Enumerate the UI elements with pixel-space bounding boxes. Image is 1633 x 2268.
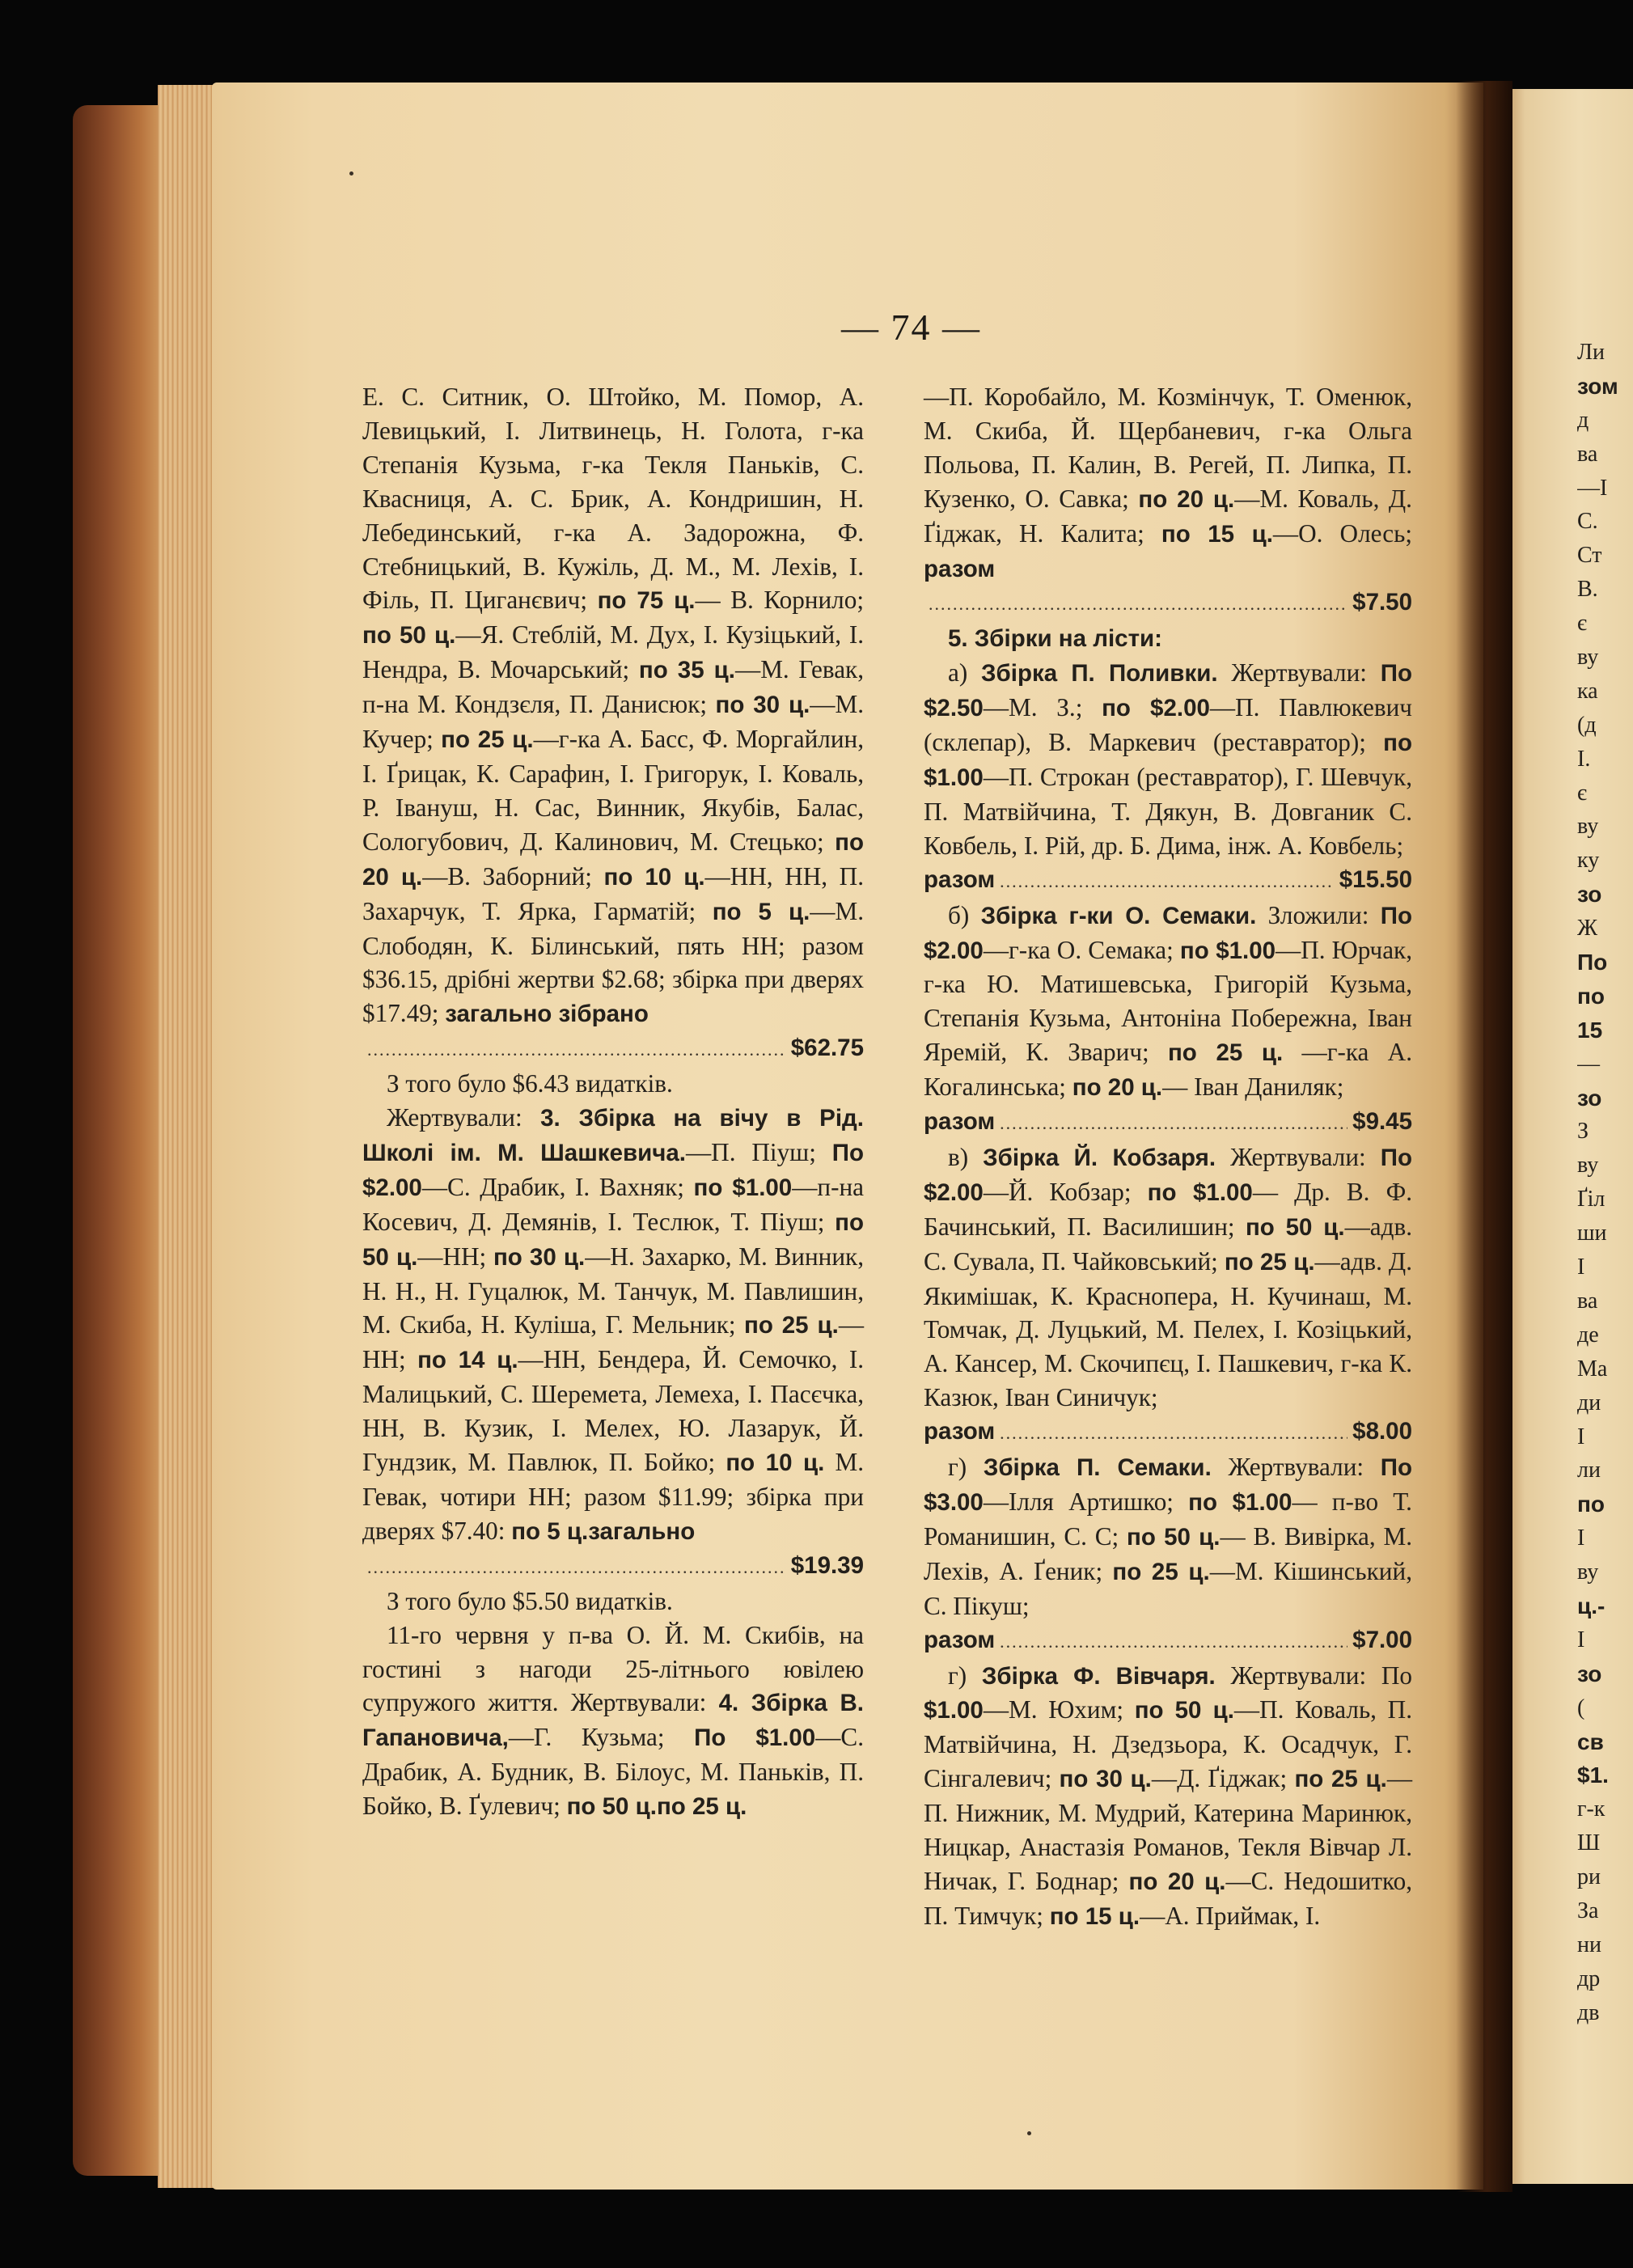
bold-run: по 20 ц. <box>1128 1868 1226 1895</box>
book-cover-edge <box>73 105 170 2176</box>
fragment-line: — <box>1577 1051 1600 1077</box>
bold-run: по $2.00 <box>1102 695 1210 722</box>
text-run: —адв. Д. Якимішак, К. Краснопера, Н. Кучинаш, М. Томчак, Д. Луцький, М. Пелех, І. Козіцький, А. Кансер, М. Скочипєц, І. Пашкевич, г-ка К. Казюк, Іван Синичук; <box>924 1246 1412 1412</box>
bold-run: по 50 ц. <box>1245 1213 1345 1241</box>
text-run: —А. Приймак, І. <box>1140 1901 1321 1930</box>
bold-run: по 50 ц. <box>566 1793 657 1821</box>
fragment-line: др <box>1577 1965 1601 1991</box>
bold-run: по 50 ц. <box>362 622 456 650</box>
text-run: а) <box>948 658 982 688</box>
text-run: —М. Кішинський, С. Пікуш; <box>924 1556 1412 1620</box>
total-amount: $8.00 <box>1352 1418 1412 1445</box>
text-run: —адв. С. Сувала, П. Чайковський; <box>924 1212 1412 1276</box>
text-run: —Я. Стеблій, М. Дух, І. Кузіцький, І. Нендра, В. Мочарський; <box>362 620 865 684</box>
fragment-line: по <box>1577 983 1606 1009</box>
total-amount: $9.45 <box>1352 1108 1412 1136</box>
fragment-line: ву <box>1577 814 1599 840</box>
fragment-line: ли <box>1577 1458 1601 1483</box>
fragment-line: ди <box>1577 1390 1601 1415</box>
bold-run: по $1.00 <box>693 1174 793 1201</box>
text-run: —Д. Ґіджак; <box>1151 1764 1295 1793</box>
page-stack-edge <box>158 85 218 2188</box>
text-run: —г-ка А. Басс, Ф. Моргайлин, І. Ґрицак, К. Сарафин, І. Григорук, І. Коваль, Р. Івануш, Н. Сас, Винник, Якубів, Балас, Сологубович, Д. Калинович, М. Стецько; <box>362 725 864 856</box>
fragment-line: ва <box>1577 441 1598 467</box>
text-run: —М. Юхим; <box>983 1695 1135 1724</box>
fragment-line: По <box>1577 950 1608 975</box>
fragment-line: —І <box>1577 475 1608 501</box>
fragment-line: І. <box>1577 746 1591 772</box>
bold-run: по 50 ц. <box>1127 1523 1221 1551</box>
text-run: —О. Олесь; <box>1272 518 1412 548</box>
text-run: З того було $5.50 видатків. <box>387 1586 673 1615</box>
total-label: разом <box>924 1418 996 1445</box>
text-run: —п-на Косевич, Д. Демянів, І. Теслюк, Т. Піуш; <box>362 1172 864 1236</box>
fragment-line: є <box>1577 780 1588 806</box>
paper-speck <box>349 171 353 176</box>
text-run: —Н. Захарко, М. Винник, Н. Н., Н. Гуцалюк, М. Танчук, М. Павлишин, М. Скиба, Н. Куліша, Г. Мельник; <box>362 1242 865 1339</box>
fragment-line: Ґіл <box>1577 1187 1606 1212</box>
fragment-line: ц.- <box>1577 1593 1606 1618</box>
fragment-line: І <box>1577 1255 1585 1280</box>
bold-run: по $1.00 <box>1179 937 1276 964</box>
text-run: —М. Слободян, К. Білинський, пять НН; разом $36.15, дрібні жертви $2.68; збірка при дверях $17.49; <box>362 896 864 1028</box>
paragraph <box>924 1140 1412 1415</box>
fragment-line: по <box>1577 1492 1606 1517</box>
text-run: —НН; <box>417 1242 493 1271</box>
fragment-line: зо <box>1577 1661 1602 1686</box>
total-line <box>362 1031 864 1067</box>
fragment-line: В. <box>1577 577 1598 603</box>
total-amount: $19.39 <box>790 1551 864 1579</box>
total-line <box>924 863 1412 899</box>
paragraph <box>924 656 1412 862</box>
text-run: Жертвували: <box>1216 1142 1381 1171</box>
fragment-line: г-к <box>1577 1796 1606 1822</box>
text-run: —Ілля Артишко; <box>983 1487 1189 1516</box>
text-run: — п-во Т. Романишин, С. С; <box>924 1487 1412 1551</box>
text-run: —НН, НН, П. Захарчук, Т. Ярка, Гарматій; <box>362 861 865 925</box>
bold-run: по 30 ц. <box>715 692 810 719</box>
bold-run: По $2.50 <box>924 660 1413 722</box>
bold-run: по 5 ц. <box>712 898 810 925</box>
total-label: разом <box>924 1626 996 1653</box>
bold-run: по 35 ц. <box>638 657 736 684</box>
bold-run: по 20 ц. <box>1072 1074 1163 1102</box>
text-run: —П. Коваль, П. Матвійчина, Н. Дзедзьора, К. Осадчук, Г. Сінгалевич; <box>924 1695 1413 1793</box>
fragment-line: С. <box>1577 509 1598 535</box>
bold-run: по 5 ц. <box>511 1517 589 1545</box>
bold-run: По $2.00 <box>924 902 1413 964</box>
bold-run: 4. Збірка В. Гапановича, <box>362 1690 864 1752</box>
text-run: г) <box>948 1661 982 1690</box>
text-run: — НН; <box>362 1310 865 1374</box>
next-page-fragments <box>1577 336 1633 2030</box>
fragment-line: де <box>1577 1322 1599 1348</box>
fragment-line: ка <box>1577 678 1598 704</box>
text-run: —М. Коваль, Д. Ґіджак, Н. Калита; <box>924 484 1412 548</box>
bold-run: по 10 ц. <box>603 863 705 891</box>
book-gutter <box>1456 81 1512 2192</box>
bold-run: по 25 ц. <box>1112 1558 1210 1585</box>
fragment-line: ни <box>1577 1932 1601 1957</box>
fragment-line: дв <box>1577 1999 1600 2025</box>
paragraph <box>924 1450 1412 1623</box>
fragment-line: ши <box>1577 1221 1607 1246</box>
text-run: З того було $6.43 видатків. <box>387 1069 673 1098</box>
fragment-line: Ш <box>1577 1830 1601 1856</box>
total-line <box>924 586 1412 621</box>
text-run: —С. Драбик, І. Вахняк; <box>421 1172 694 1201</box>
text-run: — Іван Даниляк; <box>1162 1073 1344 1102</box>
bold-run: Збірка Й. Кобзаря. <box>983 1144 1216 1171</box>
bold-run: по 15 ц. <box>1049 1902 1140 1930</box>
bold-run: по 25 ц. <box>441 726 534 754</box>
leader-dots <box>1000 1106 1347 1140</box>
bold-run: по 15 ц. <box>1161 520 1273 548</box>
paragraph <box>924 380 1412 586</box>
fragment-line: Ма <box>1577 1356 1608 1382</box>
bold-run: по 25 ц. <box>744 1312 839 1339</box>
bold-run: По $2.00 <box>924 1144 1412 1206</box>
bold-run: по 20 ц. <box>362 828 864 891</box>
text-run: —П. Юрчак, г-ка Ю. Матишевська, Григорій Кузьма, Степанія Кузьма, Антоніна Побережна, Іван Яремій, К. Зварич; <box>924 935 1412 1067</box>
text-run: М. Гевак, чотири НН; разом $11.99; збірка при дверях $7.40: <box>362 1448 864 1545</box>
fragment-line: Ли <box>1577 340 1605 365</box>
fragment-line: ву <box>1577 645 1599 671</box>
leader-dots <box>929 587 1347 621</box>
bold-run: по 50 ц. <box>1134 1697 1234 1724</box>
bold-run: По $3.00 <box>924 1454 1412 1516</box>
fragment-line: є <box>1577 611 1588 637</box>
bold-run: по $1.00 <box>1188 1489 1292 1516</box>
fragment-line: І <box>1577 1424 1585 1449</box>
page-number: — 74 — <box>841 307 981 348</box>
bold-run: разом <box>924 555 996 582</box>
text-run: —М. Кучер; <box>362 690 864 754</box>
fragment-line: д <box>1577 407 1589 433</box>
paragraph <box>362 380 864 1031</box>
total-label: разом <box>924 1108 996 1136</box>
text-run: —П. Строкан (реставратор), Г. Шевчук, П. Матвійчина, Т. Дякун, В. Довганик С. Ковбель, І. Рій, др. Б. Дима, інж. А. Ковбель; <box>924 762 1412 860</box>
text-run: — Др. В. Ф. Бачинський, П. Василишин; <box>924 1177 1413 1241</box>
paragraph <box>362 1585 864 1618</box>
fragment-line: ву <box>1577 1559 1599 1585</box>
bold-run: Збірка П. Семаки. <box>983 1454 1212 1482</box>
bold-run: 5. Збірки на лісти: <box>948 625 1162 653</box>
bold-run: загально зібрано <box>445 1001 649 1028</box>
text-run: Жертвували: <box>1217 658 1381 688</box>
bold-run: по 30 ц. <box>493 1243 586 1271</box>
total-amount: $62.75 <box>790 1035 864 1062</box>
text-run: г) <box>948 1453 984 1482</box>
bold-run: по 25 ц. <box>1224 1248 1315 1276</box>
paragraph <box>362 1101 864 1549</box>
leader-dots <box>1000 1416 1347 1450</box>
fragment-line: ву <box>1577 1153 1599 1178</box>
bold-run: По $2.00 <box>362 1139 865 1201</box>
total-amount: $15.50 <box>1339 865 1412 893</box>
text-run: —НН, Бендера, Й. Семочко, І. Малицький, С. Шеремета, Лемеха, І. Пасєчка, НН, В. Кузик, І. Мелех, Ю. Лазарук, Й. Гундзик, М. Павлюк, П. Бойко; <box>362 1345 865 1477</box>
text-run: —М. З.; <box>983 693 1102 722</box>
text-run: —П. Коробайло, М. Козмінчук, Т. Оменюк, М. Скиба, Й. Щербаневич, г-ка Ольга Польова, П. Калин, В. Регей, П. Липка, П. Кузенко, О. Савка; <box>924 383 1412 513</box>
bold-run: по 25 ц. <box>1294 1766 1387 1793</box>
fragment-line: зо <box>1577 1085 1602 1111</box>
leader-dots <box>367 1033 786 1067</box>
leader-dots <box>367 1551 786 1585</box>
bold-run: по $1.00 <box>924 730 1412 791</box>
bold-run: по $1.00 <box>1147 1178 1253 1206</box>
fragment-line: $1. <box>1577 1762 1609 1788</box>
fragment-line: зом <box>1577 373 1618 399</box>
fragment-line: (д <box>1577 712 1597 738</box>
paragraph <box>362 1067 864 1101</box>
paper-speck <box>1027 2131 1031 2135</box>
text-run: —П. Піуш; <box>685 1137 832 1166</box>
fragment-line: ку <box>1577 848 1600 874</box>
text-run: —П. Нижник, М. Мудрий, Катерина Маринюк, Ницкар, Анастазія Романов, Текля Вівчар Л. Ничак, Г. Боднар; <box>924 1764 1413 1895</box>
fragment-line: св <box>1577 1729 1604 1754</box>
bold-run: по 10 ц. <box>726 1449 825 1477</box>
text-run: 11-го червня у п-ва О. Й. М. Скибів, на гостині з нагоди 25-літнього ювілею супружого життя. Жертвували: <box>362 1620 864 1717</box>
leader-dots <box>1000 865 1335 899</box>
bold-run: загально <box>588 1517 696 1545</box>
fragment-line: За <box>1577 1898 1599 1923</box>
fragment-line: З <box>1577 1119 1589 1145</box>
fragment-line: Ст <box>1577 543 1602 569</box>
paragraph <box>924 899 1412 1105</box>
text-run: —г-ка А. Когалинська; <box>924 1038 1412 1102</box>
fragment-line: зо <box>1577 882 1602 908</box>
text-run: Жертвували: <box>1211 1453 1381 1482</box>
bold-run: по 25 ц. <box>1167 1039 1284 1067</box>
bold-run: 3. Збірка на вічу в Рід. Школі ім. М. Шашкевича. <box>362 1105 864 1166</box>
text-run: б) <box>948 900 981 929</box>
text-run: Е. С. Ситник, О. Штойко, М. Помор, А. Левицький, І. Литвинець, Н. Голота, г-ка Степанія Кузьма, г-ка Текля Паньків, С. Квасниця, А. С. Брик, А. Кондришин, Н. Лебединський, г-ка А. Задорожна, Ф. Стебницький, В. Кужіль, Д. М., М. Лехів, І. Філь, П. Циганєвич; <box>362 383 864 615</box>
text-run: —Й. Кобзар; <box>983 1177 1148 1206</box>
text-run: —г-ка О. Семака; <box>983 935 1180 964</box>
paragraph <box>924 1659 1412 1934</box>
fragment-line: Ж <box>1577 916 1598 941</box>
total-line <box>362 1549 864 1585</box>
paragraph <box>924 621 1412 656</box>
paragraph <box>362 1618 864 1824</box>
right-text-column <box>924 380 1412 1934</box>
bold-run: По $1.00 <box>694 1724 816 1752</box>
total-label: разом <box>924 865 996 893</box>
text-run: —Г. Кузьма; <box>508 1723 695 1752</box>
bold-run: по 20 ц. <box>1138 485 1235 513</box>
bold-run: Збірка П. Поливки. <box>981 660 1218 688</box>
total-line <box>924 1415 1412 1450</box>
bold-run: по 30 ц. <box>1059 1766 1152 1793</box>
total-amount: $7.50 <box>1352 589 1412 616</box>
text-run: в) <box>948 1142 984 1171</box>
bold-run: по 75 ц. <box>597 587 696 615</box>
leader-dots <box>1000 1625 1347 1659</box>
total-line <box>924 1623 1412 1659</box>
total-line <box>924 1105 1412 1140</box>
fragment-line: ри <box>1577 1864 1601 1890</box>
bold-run: по 50 ц. <box>362 1208 864 1271</box>
text-run: Жертвували: По <box>1215 1661 1412 1690</box>
fragment-line: І <box>1577 1627 1585 1652</box>
text-run: —С. Недошитко, П. Тимчук; <box>924 1866 1413 1930</box>
text-run: —С. Драбик, А. Будник, В. Білоус, М. Паньків, П. Бойко, В. Ґулевич; <box>362 1723 864 1821</box>
bold-run: по 14 ц. <box>417 1347 518 1374</box>
text-run: Зложили: <box>1256 900 1381 929</box>
fragment-line: І <box>1577 1525 1585 1551</box>
text-run: —М. Гевак, п-на М. Кондзєля, П. Данисюк; <box>362 655 864 719</box>
bold-run: по 25 ц. <box>656 1793 747 1821</box>
bold-run: Збірка г-ки О. Семаки. <box>980 902 1257 929</box>
total-amount: $7.00 <box>1352 1626 1412 1653</box>
text-run: — В. Вивірка, М. Лехів, А. Ґеник; <box>924 1521 1413 1585</box>
left-text-column <box>362 380 864 1824</box>
fragment-line: 15 <box>1577 1017 1603 1043</box>
fragment-line: ( <box>1577 1695 1585 1720</box>
text-run: Жертвували: <box>387 1103 541 1132</box>
text-run: —В. Заборний; <box>422 861 604 891</box>
bold-run: $1.00 <box>924 1697 984 1724</box>
fragment-line: ва <box>1577 1288 1598 1314</box>
bold-run: Збірка Ф. Вівчаря. <box>981 1662 1216 1690</box>
text-run: —П. Павлюкевич (склепар), В. Маркевич (реставратор); <box>924 693 1412 757</box>
text-run: — В. Корнило; <box>695 586 864 615</box>
